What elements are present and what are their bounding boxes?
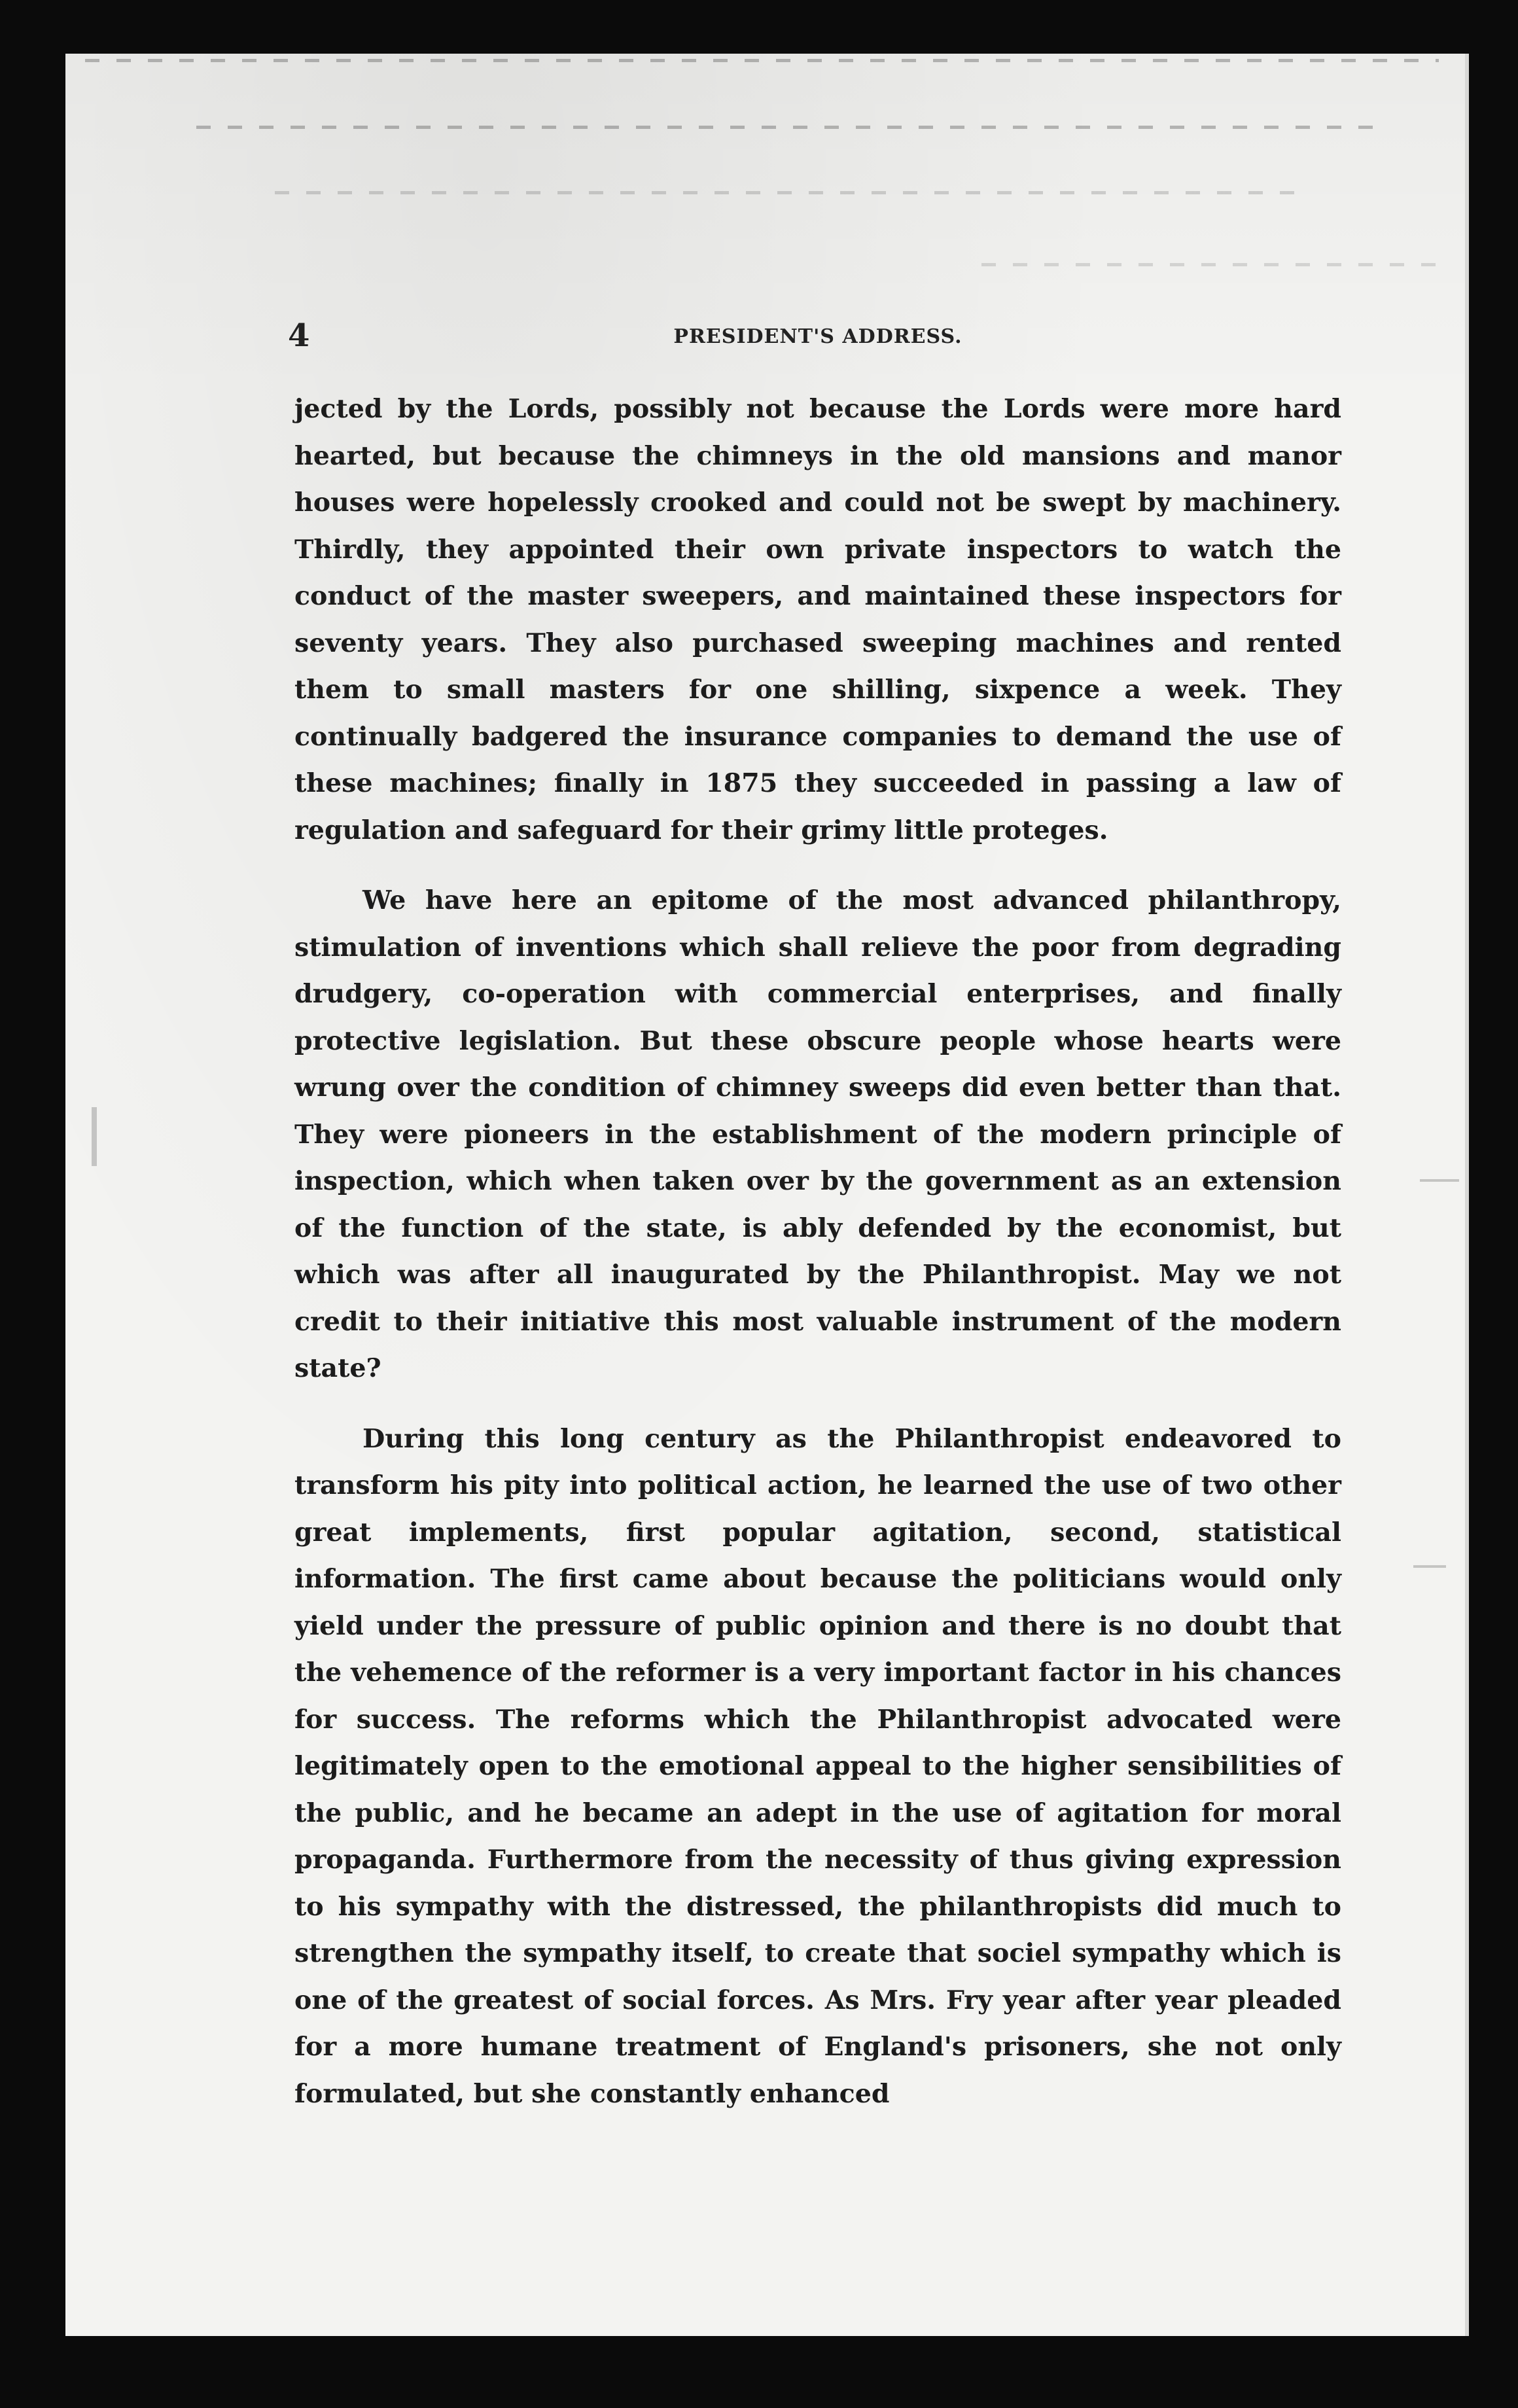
running-head-title: PRESIDENT'S ADDRESS. <box>673 325 962 348</box>
bleed-through-line <box>85 59 1439 62</box>
page-number: 4 <box>288 317 310 354</box>
paragraph: We have here an epitome of the most advanced philanthropy, stimulation of inventions which shall relieve the poor from degrading drudgery, co-operation with commercial enterprises, and finally protective legislation. But these obscure people whose hearts were wrung over the condition of chimney sweeps did even better than that. They were pioneers in the establishment of the modern principle of inspection, which when taken over by the government as an extension of the function of the state, is ably defended by the economist, but which was after all inaugurated by the Philanthropist. May we not credit to their initiative this most valuable instrument of the modern state? <box>294 885 1341 1383</box>
body-text <box>294 386 1341 2117</box>
running-head <box>288 317 1361 370</box>
scan-mark <box>1420 1179 1459 1182</box>
scan-mark <box>92 1107 97 1166</box>
paragraph: During this long century as the Philanthropist endeavored to transform his pity into political action, he learned the use of two other great implements, first popular agitation, second, statistical information. The first came about because the politicians would only yield under the pressure of public opinion and there is no doubt that the vehemence of the reformer is a very important factor in his chances for success. The reforms which the Philanthropist advocated were legitimately open to the emotional appeal to the higher sensibilities of the public, and he became an adept in the use of agitation for moral propaganda. Furthermore from the necessity of thus giving expression to his sympathy with the distressed, the philanthropists did much to strengthen the sympathy itself, to create that sociel sympathy which is one of the greatest of social forces. As Mrs. Fry year after year pleaded for a more humane treatment of England's prisoners, she not only formulated, but she constantly enhanced <box>294 1423 1341 2109</box>
bleed-through-line <box>981 263 1445 266</box>
bleed-through-line <box>196 126 1386 129</box>
bleed-through-line <box>275 191 1295 194</box>
paragraph: jected by the Lords, possibly not because the Lords were more hard hearted, but because the chimneys in the old mansions and manor houses were hopelessly crooked and could not be swept by machinery. Thirdly, they appointed their own private inspectors to watch the conduct of the master sweepers, and maintained these inspectors for seventy years. They also purchased sweeping machines and rented them to small masters for one shilling, sixpence a week. They continually badgered the insurance companies to demand the use of these machines; finally in 1875 they succeeded in passing a law of regulation and safeguard for their grimy little proteges. <box>294 394 1341 845</box>
scan-mark <box>1413 1565 1446 1568</box>
